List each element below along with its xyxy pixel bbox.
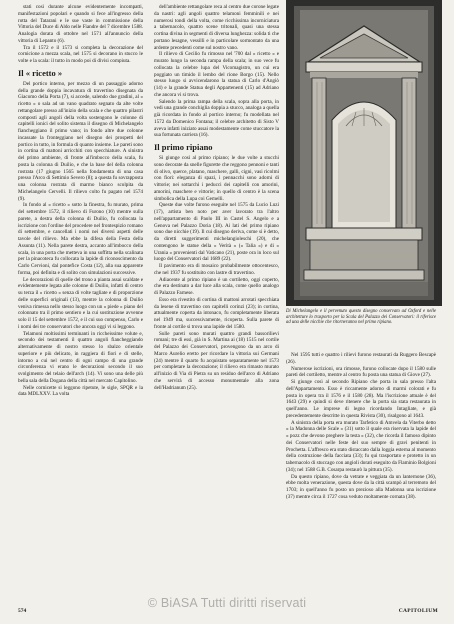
magazine-name: CAPITOLIUM [398,608,438,614]
paragraph: stati così durante alcune evidentemente incompatti, manifestazioni popolari e quando si fece all'ingresso della rotta del Tatarani e le sue vaste in commissione della Vittoria del Duce di Aldo nelle Fiandre del 7 dicembre 1588. Analogia dorata di ottobre nel 1571 all'annuncio della vittoria di Lepanto (6). [18,4,143,44]
paragraph: Il pavimento era di mosaico probabilmente ottocentesco, che nel 1937 fu sostituito con lastre di travertino. [154,263,279,276]
paragraph: Da questo ripiano, dove da vetrate e veggiata da un lanternone (36), ebbe molta venerazione, questa dove da la città scampò al terremoto del 1703; in quell'anno fu posto un prezioso alla Madonna una iscrizione (37) mentre circa il 1727 cosa veduto moltamente cornata (38). [286,473,436,500]
paragraph: Numerose iscrizioni, ora rimosse, furono collocate dopo il 1580 sulle pareti del cortiletto, mentre al centro fu posta una statua di Giove (27). [286,365,436,379]
paragraph: Nel 1595 tutti e quattro i rilievi furono restaurati da Ruggero Bescapè (26). [286,352,436,365]
paragraph: Telamoni moltissimi terminanti in riccheissime volute e, secondo dei testamenti il quattro angoli fiancheggiando alternativamente di nostro stesso lo sbalzo orientale superiore e più delicato, in raggiera di fiori e di stelle, intorno a cui nel centro di ogni campo di una grande circonferenza vi erano le decorazioni secondo il suo svolgimento del telaio dell'arch (14). Vi sono una delle più bella sala della Dogana della città nel mercato Capitolino. [18,330,143,384]
paragraph: A sinistra della porta era murato Tarfetico di Amvela da Viterbo detto « la Madonna delle Scale » (31) sotto il quale era riservata la lapide del « pozz che devono preghere la testa » (32), che ricorda il famoso dipinto dei Conservatori nelle feste del suo sempre di gravi penitenti in Prochetta. L'affresco era stato distaccato dalla loggia esterna al momento della costruzione della facciata (33); fu qui trasportato e protetto in un tabernacolo di stuccago con angioli dorati eseguito da Flaminio Bolgioni (34); nel 1588 G.B. Cosarpa restaurò la pittura (35). [286,419,436,473]
niche-drawing-image [286,0,442,306]
paragraph: Adiacente al primo ripiano è un cortiletto, oggi coperto, che era destinato a dar luce alla scala, come quello analogo di Palazzo Farnese. [154,276,279,296]
page-number: 574 [18,608,27,614]
paragraph: Nelle cornicette si leggono ripetute, le sigle, SPQR e la data MDLXXV. La volta [18,384,143,398]
section-heading: Il « ricetto » [18,67,63,78]
paragraph: Sulle pareti sono murati quattro grandi bassorilievi romani; tre di essi, già in S. Martina ai (18) 1515 nel cortile del Palazzo dei Conservatori, provengono da un arco di Marco Aurelio eretto per ricordare la vittoria sui Germani (24) mentre il quarto fu acquistato separatamente nel 1573 per completare la decorazione; il rilievo era rimasto murato all'inizio di Via di Pietra su un residuo dell'arco di Adriano che servirà di accesso monumentale alla zona dell'Hadrianum (25). [154,330,279,391]
paragraph: Le decorazioni di quelle del trono a pianta assai scaldate e evidentemente legata alle colonne di Duilio, infatti di centro su terza il « ricetto » senza di volte tagliate e di proporzione delle superfici originali (13), mentre la colonna di Duilio veniva rimessa nello stesso luogo con un « piede » piano del colonnato tra il primo sentiero e la cui sostituzione avvenne solo il 15 del settembre 1572, e il cui suo compenso, Carlo e i nomi dei tre conservatori che ancora oggi vi si leggono. [18,276,143,330]
paragraph: Si giunge così al secondo Ripiano che porta in sala presso l'alta dell'Appartamento. Esso è riccamente adorno di marmi colorati e fu posta in opera tra il 1576 e il 1580 (28). Ma l'iscrizione attuale è del 1643 (29) e quindi si deve ritenere che la porta sia stata restaurata in quell'anno. Le imprese di legno ricordando Intagliate, e già precedentemente descritte in questa Rivista (30), risalgono al 1643. [286,379,436,419]
section-heading: Il primo ripiano [154,142,213,152]
paragraph: Il rilievo di Cecilio fu rimosso nel '700 dal « ricetto » e murato lungo la seconda rampa della scala; in suo vece fu collocata la celebre lupa del Vicomagistro, un cui era poggiato un timido il lembo del rione Borgo (15). Nello stesso luogo si avvicendarono la statua di Carlo d'Angiò (14) e la grande Statua degli Appartenenti (15) ad Adriano che ancora vi si trova. [154,51,279,98]
paragraph: Si giunge così al primo ripiano; le due volte a stucchi sono decorate da snelle figurette che reggono pennoni e tanti di olivo, querce, platano, maschere, galli, cigni, vasi ricolmi con fiori: eleganza di spazi, i pennacchi sono adorni di vittorie; nei sottarchi i peducci dei capitelli con amorini, amorini, maschere e vittorie; in quello di centro è la scena simbolica della Lupa coi Gemelli. [154,155,279,202]
copyright-watermark: © BiASA Tutti diritti riservati [147,596,307,610]
photo-caption: Di Michelangelo e il pervenuto questo disegno conservato ad Oxford e nelle architetture lo trasporto per la Scala del Palazzo dei Conservatori: il riferisce ad una delle nicchie che ritorneranno nel primo ripiano. [286,309,436,326]
paragraph: Del portico interno, per mezzo di un passaggio adorno della grande doppia incavatura di travertino disegnata da Giacomo della Porta (7), si accede, salendo due gradini, al « ricetto » o sala ad un vano quadrato segnato da alte volte rettangolare presso all'inizio della scala e che quattro pilastri composti agli angoli della volta sostengono le colonne di capitelli ionici del solito sistema il disegno di Michelangelo fiancheggiano il primo vano; in fondo altre due colonne incassate la fronteggiano nel disegno dei prospetti del portico in tutto, in formula di quanto insieme. Le pareti sono in cortina di mattoni arricchiti con specchiature. A sinistra del primo ambiente, di fronte all'imbocco della scala, fu posta la colonna di Duilio, e che la base del della colonna rostrata (17 giugno 1565 nella fondamenta di una casa presso l'Arco di Settimio Severo (8); a questa fu sovrapposta una colonna rostrata di marmo bianco scolpita da Michelangelo Cervelli. Il rilievo colto fu pagato nel 1574 (9). [18,80,143,202]
paragraph: dell'ambiente rettangolare reca al centro due corone legate da nastri: agli angoli quattro telamoni femminili e nei numerosi tondi della volta, come ricchissima incorniciatura a tabernacolo, quattro scene tritonali, quasi una stessa cortina divina in segmenti di diversa lunghezza: solida ti che portano lesagne, vessilli e in particolare sormontato da una ardente precedenti come sul nostro vano. [154,4,279,51]
paragraph: Salendo la prima rampa della scala, sopra alla porta, in vedi una grande conchiglia doppia a stucco, analoga a quella già ricordata in fondo al portico interno; fu modellata nel 1572 da Domenico Fontana; il celebre architetto di Sisto V aveva infatti iniziato assai modestamente come stuccatore la sua fortunata carriera (16). [154,98,279,139]
right-text-column [286,352,436,592]
paragraph: Esso era rivestito di cortina di mattoni arrotati specchiata da lesene di travertino con capitelli corinzi (23); in cortina, attualmente coperta da intonaco, fu completamente liberata nel 1949 ma, successivamente, ricoperta. Sulla parete di fronte al cortile si trova una lapide del 1580. [154,296,279,330]
left-text-column [18,4,143,604]
paragraph: Tra il 1572 e il 1573 si completa la decorazione del cornicione a mezza scala, nel 1575 si decorano in stucco le volte e la scala: il tutto in modo poi di divisi compiuta. [18,44,143,64]
middle-text-column [154,4,279,604]
archival-drawing-photo [286,0,442,306]
paragraph: In fondo al « ricetto » sotto la finestra, fu murato, prima del settembre 1572, il rilievo di Furono (10) mentre sulla parete, a destra della colonna di Duilio, fu collocata la iscrizione con l'ordine del procedere nel frontespizio romano di settembre, e cancellati i nomi nei diversi aspetti delle tavole del rilievo. Ma ebbe la difesa della Festa della Assunta (11). Nella parete destra, accanto all'imbocco della scala, in una porta che metteva in una soffitta nella scalinata per la pinacoteca fu collocata la lapide di riconoscimento da Carlo Cervioni, dal pontefice Costa (12), alla sua apparente forma, poi definita e di solito con simulazioni successive. [18,202,143,276]
paragraph: Queste due volte furono eseguite nel 1575 da Lucio Luzi (17), artista ben noto per aver lavorato tra l'altro nell'appartamento di Paolo III in Castel S. Angelo e a Genova nel Palazzo Doria (18). Ai lati del primo ripiano sono due nicchie (19). Il cui disegno deriva, come si è detto, da diretti suggerimenti michelangioleschi (20), che contengono le statue della « Verità » (« Talia ») e di « Urania » provenienti dal Vaticano (21), poste ora in loco sul luogo del Conservatori dal 1689 (22). [154,202,279,263]
